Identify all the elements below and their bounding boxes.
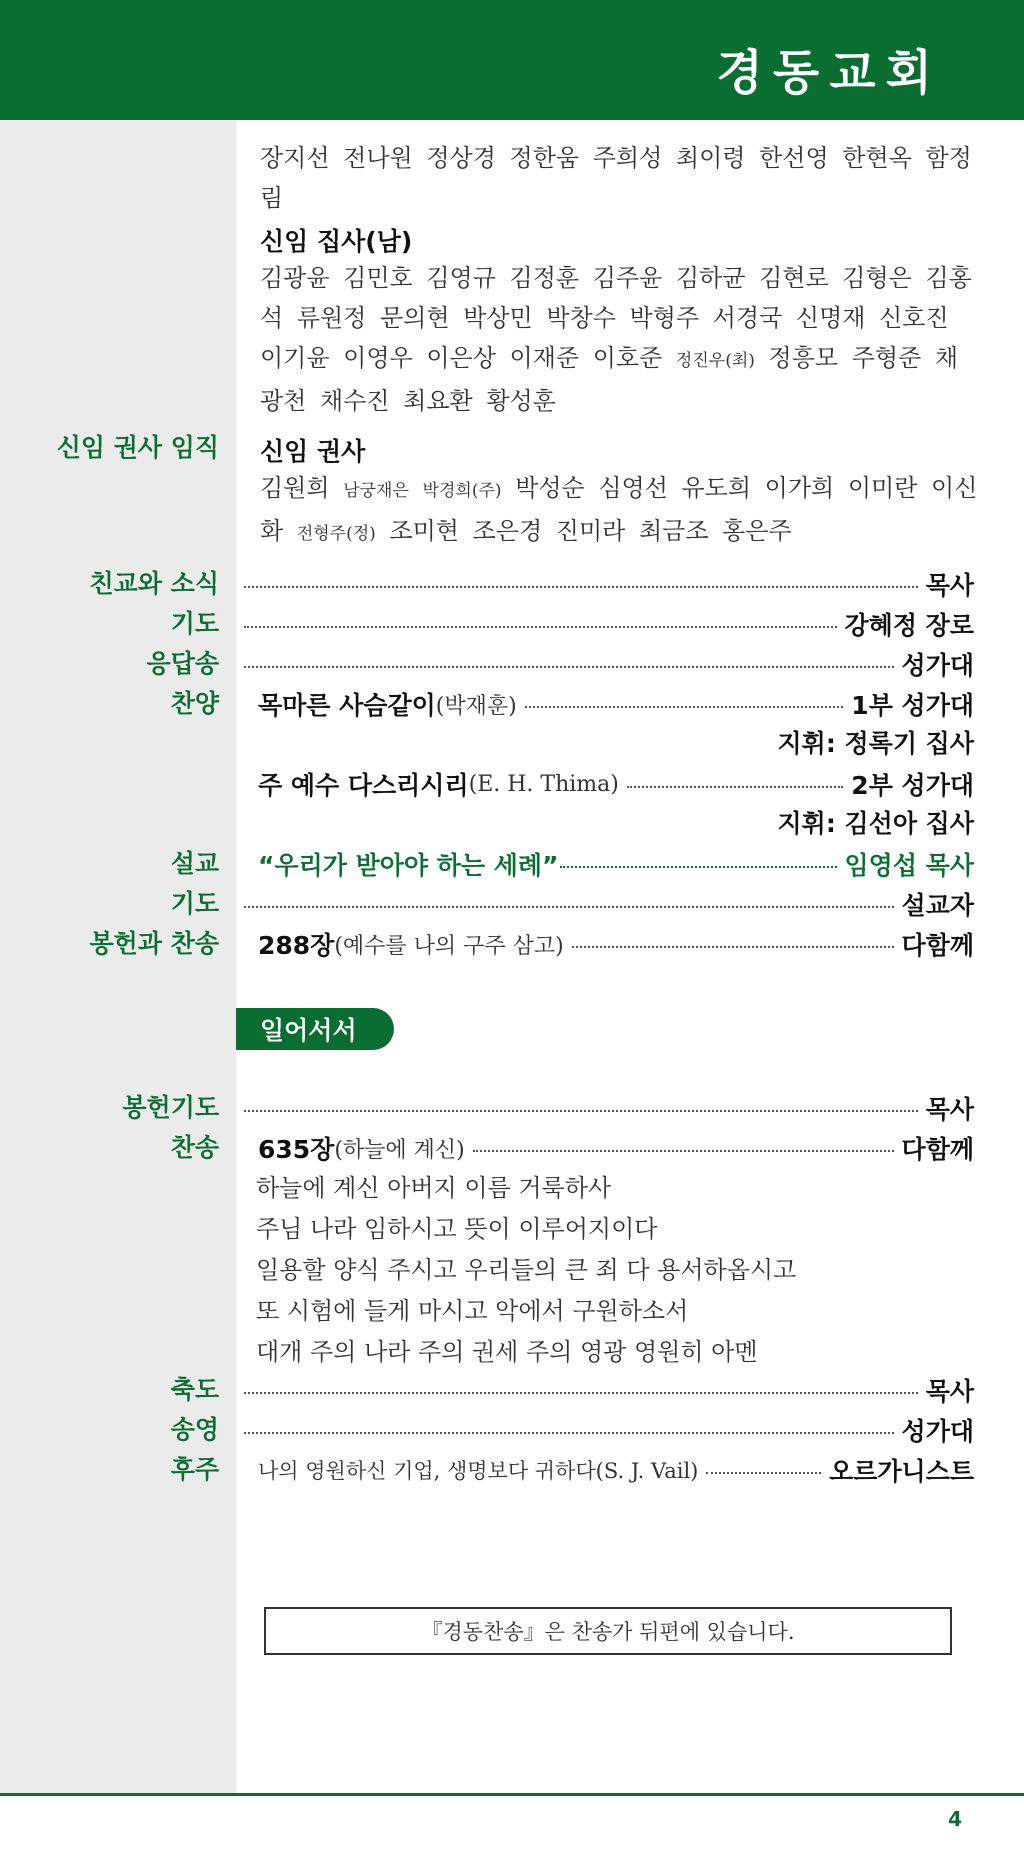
leader-dots [244, 626, 837, 628]
offering-hymn-right: 다함께 [901, 931, 974, 960]
kwonsa-heading: 신임 권사 [260, 437, 366, 466]
anthem-song2-choir: 2부 성가대 [851, 771, 974, 800]
doxology-right: 성가대 [901, 1417, 974, 1446]
hymnal-notice-box: 『경동찬송』은 찬송가 뒤편에 있습니다. [264, 1607, 952, 1655]
postlude-right: 오르가니스트 [829, 1457, 974, 1486]
kwonsa-name: 김원희 [260, 474, 330, 502]
deacon-names-continued: 장지선 전나원 정상경 정한움 주희성 최이령 한선영 한현옥 함정림 [260, 144, 972, 212]
hymn-number: 635장 [258, 1135, 335, 1164]
kwonsa-name-small: 전형주(정) [296, 524, 376, 544]
doxology-row [0, 1410, 1024, 1450]
benediction-right: 목사 [925, 1377, 974, 1406]
anthem-song1-director: 지휘: 정록기 집사 [777, 729, 974, 758]
order-row [0, 564, 1024, 604]
order-label: 친교와 소식 [89, 569, 219, 598]
kwonsa-section [0, 428, 1024, 468]
sermon-title: “우리가 받아야 하는 세례” [258, 851, 559, 880]
small-name: 정진우(최) [675, 351, 755, 371]
sermon-preacher: 임영섭 목사 [844, 851, 974, 880]
leader-dots [560, 866, 836, 868]
deacons-male-list-end: 정흥모 주형준 채광천 채수진 최요환 황성훈 [260, 344, 959, 415]
offering-prayer-row [0, 1088, 1024, 1128]
lyric-line: 하늘에 계신 아버지 이름 거룩하사 [256, 1174, 612, 1202]
prayer-label: 기도 [170, 889, 219, 918]
prayer-right: 설교자 [901, 891, 974, 920]
anthem-song1-title: 목마른 사슴같이 [258, 691, 436, 720]
leader-dots [572, 946, 894, 948]
hymn-635-label: 찬송 [170, 1133, 219, 1162]
prayer-row [0, 884, 1024, 924]
leader-dots [706, 1472, 821, 1474]
anthem-row-2 [0, 764, 1024, 804]
kwonsa-names-end: 조미현 조은경 진미라 최금조 홍은주 [389, 517, 792, 545]
leader-dots [244, 586, 918, 588]
lyric-line: 대개 주의 나라 주의 권세 주의 영광 영원히 아멘 [256, 1338, 758, 1366]
sermon-row [0, 844, 1024, 884]
leader-dots [244, 906, 894, 908]
offering-hymn-label: 봉헌과 찬송 [89, 929, 219, 958]
anthem-song2-title: 주 예수 다스리시리 [258, 771, 469, 800]
kwonsa-names-mid: 박성순 심영선 유도희 이가희 이미란 이신화 [260, 474, 978, 545]
deacons-male-names [260, 258, 980, 421]
sermon-label: 설교 [170, 849, 219, 878]
church-brand: 경동교회 [716, 45, 942, 101]
doxology-label: 송영 [170, 1415, 219, 1444]
postlude-title: 나의 영원하신 기업, 생명보다 귀하다(S. J. Vail) [258, 1459, 699, 1483]
postlude-label: 후주 [170, 1455, 219, 1484]
anthem-song1-composer: (박재훈) [435, 693, 517, 719]
postlude-row [0, 1450, 1024, 1490]
anthem-row [0, 684, 1024, 724]
footer-rule [0, 1793, 1024, 1796]
deacons-male-heading: 신임 집사(남) [260, 227, 413, 256]
kwonsa-names [260, 468, 980, 554]
leader-dots [627, 786, 843, 788]
kwonsa-name-small: 남궁재은 [343, 481, 409, 501]
kwonsa-name-small: 박경희(주) [422, 481, 502, 501]
lords-prayer-lyrics [256, 1168, 796, 1373]
anthem-song2-director: 지휘: 김선아 집사 [777, 809, 974, 838]
leader-dots [525, 706, 844, 708]
hymn-title: (예수를 나의 구주 삼고) [334, 933, 564, 959]
hymn-number: 288장 [258, 931, 335, 960]
page-number: 4 [948, 1807, 962, 1831]
order-right: 성가대 [901, 651, 974, 680]
order-right: 강혜정 장로 [844, 611, 974, 640]
leader-dots [244, 1110, 918, 1112]
header-bar [0, 0, 1024, 120]
lyric-line: 일용할 양식 주시고 우리들의 큰 죄 다 용서하옵시고 [256, 1256, 797, 1284]
deacons-male-list: 김광윤 김민호 김영규 김정훈 김주윤 김하균 김현로 김형은 김홍석 류원정 문의현 박상민 박창수 박형주 서경국 신명재 신호진 이기윤 이영우 이은상 이재준 이호준 [260, 264, 972, 372]
offering-prayer-right: 목사 [925, 1095, 974, 1124]
leader-dots [244, 1432, 894, 1434]
anthem-song1-choir: 1부 성가대 [851, 691, 974, 720]
kwonsa-label: 신임 권사 임직 [56, 433, 219, 462]
order-row [0, 644, 1024, 684]
leader-dots [244, 1392, 918, 1394]
offering-prayer-label: 봉헌기도 [122, 1093, 219, 1122]
hymn-635-right: 다함께 [901, 1135, 974, 1164]
rise-badge: 일어서서 [236, 1008, 394, 1050]
lyric-line: 주님 나라 임하시고 뜻이 이루어지이다 [256, 1215, 658, 1243]
order-label: 기도 [170, 609, 219, 638]
hymn-635-row [0, 1128, 1024, 1168]
order-right: 목사 [925, 571, 974, 600]
lyric-line: 또 시험에 들게 마시고 악에서 구원하소서 [256, 1297, 689, 1325]
offering-hymn-row [0, 924, 1024, 964]
order-row [0, 604, 1024, 644]
benediction-label: 축도 [170, 1375, 219, 1404]
order-label: 응답송 [146, 649, 219, 678]
hymn-title: (하늘에 계신) [334, 1137, 465, 1163]
leader-dots [473, 1150, 894, 1152]
benediction-row [0, 1370, 1024, 1410]
anthem-song2-composer: (E. H. Thima) [468, 771, 619, 797]
anthem-label: 찬양 [170, 689, 219, 718]
leader-dots [244, 666, 894, 668]
